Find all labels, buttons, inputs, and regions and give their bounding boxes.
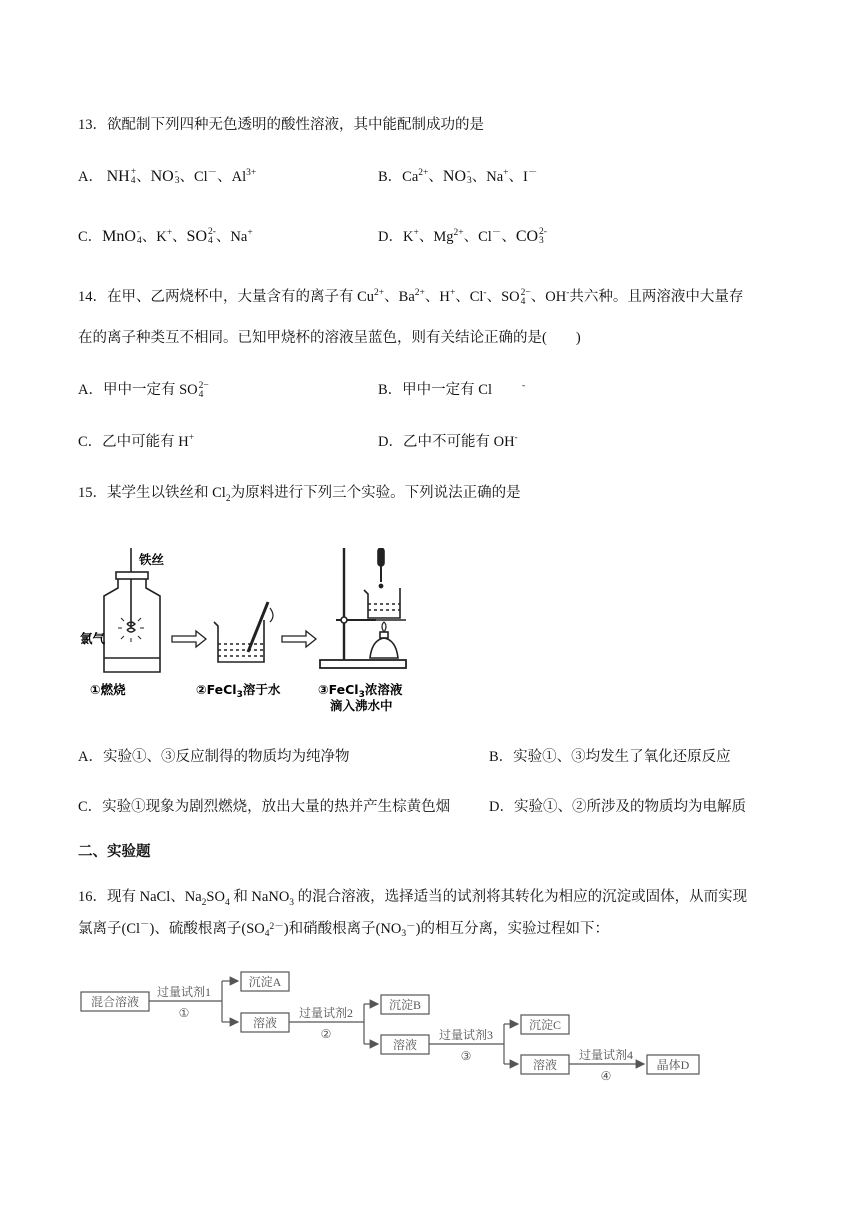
q14-option-c[interactable]: C．乙中可能有 H+: [78, 433, 195, 450]
flow-solution-2: 溶液: [392, 1038, 418, 1052]
q14-stem-line2: 在的离子种类互不相同。已知甲烧杯的溶液呈蓝色，则有关结论正确的是( ): [78, 330, 581, 346]
chlorine-label: 氯气: [80, 631, 106, 646]
flow-precipitate-a: 沉淀A: [248, 975, 282, 989]
flow-reagent-2: 过量试剂2: [298, 1006, 354, 1020]
q13-option-a[interactable]: A． NH + 4 、NO - 3 、Cl－、$Al^{3+}$: [78, 167, 257, 187]
q15-option-b[interactable]: B．实验①、③均发生了氧化还原反应: [489, 749, 731, 765]
q15-option-d[interactable]: D．实验①、②所涉及的物质均为电解质: [489, 799, 746, 815]
flow-step-1: ①: [178, 1006, 190, 1020]
flow-mixed-solution: 混合溶液: [90, 995, 140, 1009]
exp1-caption: ①燃烧: [90, 682, 126, 697]
q16-flowchart: [78, 968, 708, 1088]
exp3-caption-line1: ③FeCl$_3$浓溶液: [318, 682, 403, 700]
flow-step-4: ④: [600, 1069, 612, 1083]
flow-crystal-d: 晶体D: [656, 1058, 690, 1072]
flow-precipitate-c: 沉淀C: [528, 1018, 562, 1032]
q16-stem-line1: 16．现有 NaCl、$Na_2SO_4$ 和 NaNO$_3$ 的混合溶液，选择适当的试剂将其转化为相应的沉淀或固体，从而实现: [78, 889, 748, 908]
q15-option-a[interactable]: A．实验①、③反应制得的物质均为纯净物: [78, 749, 350, 765]
flow-reagent-4: 过量试剂4: [578, 1048, 634, 1062]
q15-stem: 15．某学生以铁丝和 $Cl_2$为原料进行下列三个实验。下列说法正确的是: [78, 485, 521, 504]
q13-option-c[interactable]: C．MnO - 4 、K+、SO 2- 4 、Na+: [78, 227, 253, 247]
exp2-caption: ②FeCl$_3$溶于水: [196, 682, 281, 700]
flow-step-2: ②: [320, 1027, 332, 1041]
q13-option-d[interactable]: D．K+、$Mg^{2+}$、Cl－、CO 2- 3: [378, 227, 547, 247]
q13-option-b[interactable]: B．$Ca^{2+}$、NO - 3 、Na+、I－: [378, 167, 538, 187]
q14-option-b[interactable]: B．甲中一定有 Cl -: [378, 381, 526, 398]
q16-stem-line2: 氯离子(Cl－)、硫酸根离子$(SO_4^{2-})$和硝酸根离子$(NO_3^-)$的相互分离，实验过程如下：: [78, 920, 609, 939]
iron-wire-label: 铁丝: [139, 552, 165, 567]
flow-reagent-1: 过量试剂1: [156, 985, 212, 999]
q14-stem-line1: 14．在甲、乙两烧杯中，大量含有的离子有 $Cu^{2+}$、$Ba^{2+}$、H+、Cl-、SO 2− 4 、OH-共六种。且两溶液中大量存: [78, 287, 744, 307]
q13-stem: 13．欲配制下列四种无色透明的酸性溶液，其中能配制成功的是: [78, 117, 484, 133]
q14-option-d[interactable]: D．乙中不可能有 OH-: [378, 433, 518, 450]
exp3-caption-line2: 滴入沸水中: [330, 698, 393, 713]
q14-option-a[interactable]: A．甲中一定有 SO 2− 4: [78, 380, 209, 400]
flow-reagent-3: 过量试剂3: [438, 1028, 494, 1042]
flow-precipitate-b: 沉淀B: [388, 998, 422, 1012]
section-title: 二、实验题: [78, 844, 151, 860]
flow-solution-1: 溶液: [252, 1016, 278, 1030]
flow-solution-3: 溶液: [532, 1058, 558, 1072]
flow-step-3: ③: [460, 1049, 472, 1063]
q15-apparatus-figure: [80, 548, 420, 713]
q15-option-c[interactable]: C．实验①现象为剧烈燃烧，放出大量的热并产生棕黄色烟: [78, 799, 451, 815]
